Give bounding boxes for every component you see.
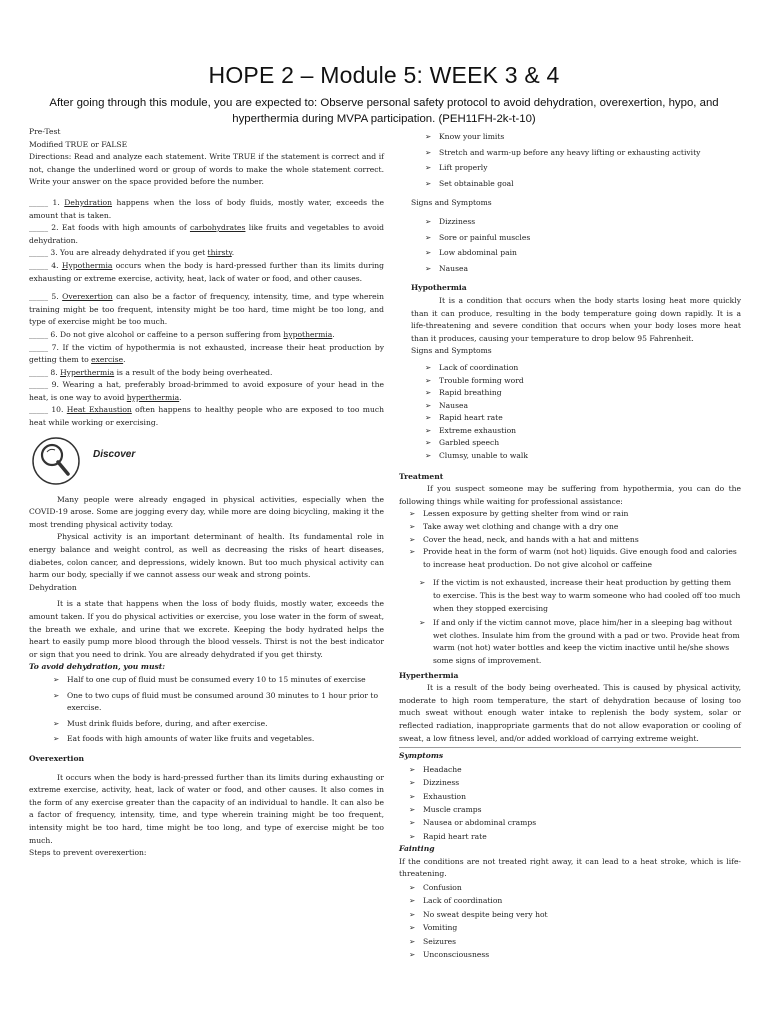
pretest-item xyxy=(29,222,384,247)
pretest-item-rest: happens when the loss of body fluids, mostly water, exceeds the amount that is taken. xyxy=(29,197,385,220)
pretest-item-rest: . xyxy=(123,355,126,365)
avoid-dehydration-item: ➢ One to two cups of fluid must be consumed around 30 minutes to 1 hour prior to exercise. xyxy=(29,690,384,715)
pretest-item-underlined: Hyperthermia xyxy=(60,367,115,377)
pretest-item-underlined: Dehydration xyxy=(64,197,112,207)
avoid-dehydration-heading: To avoid dehydration, you must: xyxy=(29,662,166,672)
pretest-heading: Pre-Test xyxy=(29,127,61,136)
pretest-item xyxy=(29,404,384,429)
hypothermia-body: It is a condition that occurs when the body starts losing heat more quickly than it can produce, resulting in the body temperature going down rapidly. It is a life-threatening and severe condition that occurs when your body loses more heat than it produces, causing your temperature to drop below 95 Fahrenheit. xyxy=(411,295,741,343)
pretest-item-underlined: hyperthermia xyxy=(126,392,180,402)
hyperthermia-symptoms-heading: Symptoms xyxy=(399,751,444,761)
pretest-item-rest: can also be a factor of frequency, intensity, time, and type wherein training might be too frequent, intensity might be too hard, time might be too long, and type of exercise might be too much. xyxy=(29,292,384,327)
treatment-item: ➢ Provide heat in the form of warm (not hot) liquids. Give enough food and calories to increase heat production. Do not give alcohol or caffeine xyxy=(399,546,741,571)
page-title: HOPE 2 – Module 5: WEEK 3 & 4 xyxy=(208,62,560,88)
discover-paragraph-1: Many people were already engaged in physical activities, especially when the COVID-19 arose. Some are jogging every day, while more are doing bicycling, making it the most trending physical activity today. xyxy=(29,494,384,529)
hyperthermia-symptom-item: ➢ Nausea or abdominal cramps xyxy=(399,816,741,829)
dehydration-heading: Dehydration xyxy=(29,582,77,592)
hypothermia-sign-item: ➢ Rapid heart rate xyxy=(399,412,741,425)
learning-objective: After going through this module, you are expected to: Observe personal safety protocol to avoid dehydration, overexertion, hypo, and hyperthermia during MVPA participation. (PEH11FH-2k-t-10) xyxy=(49,97,719,125)
left-column xyxy=(29,126,384,860)
pretest-item-lead: _____ 8. xyxy=(29,367,61,377)
treatment-item: ➢ If the victim is not exhausted, increase their heat production by getting them to exercise. This is the best way to warm someone who had cooled off too much when they stopped exercising xyxy=(409,577,741,615)
fainting-item: ➢ Confusion xyxy=(399,881,741,894)
right-column xyxy=(399,131,741,961)
pretest-item xyxy=(29,379,384,404)
pretest-item-underlined: carbohydrates xyxy=(189,223,246,233)
pretest-item-lead: _____ 5. xyxy=(29,292,63,302)
overexertion-step-item: ➢ Set obtainable goal xyxy=(399,178,741,191)
treatment-item: ➢ Cover the head, neck, and hands with a hat and mittens xyxy=(399,534,741,547)
avoid-dehydration-item: ➢ Eat foods with high amounts of water like fruits and vegetables. xyxy=(29,733,384,746)
pretest-item xyxy=(29,291,384,329)
fainting-item: ➢ Lack of coordination xyxy=(399,894,741,907)
overexertion-heading: Overexertion xyxy=(29,753,85,763)
hypothermia-sign-item: ➢ Clumsy, unable to walk xyxy=(399,450,741,463)
treatment-intro: If you suspect someone may be suffering from hypothermia, you can do the following things while waiting for professional assistance: xyxy=(399,484,741,506)
hypothermia-sign-item: ➢ Trouble forming word xyxy=(399,375,741,388)
treatment-heading: Treatment xyxy=(399,471,444,481)
overexertion-sign-item: ➢ Low abdominal pain xyxy=(399,247,741,260)
discover-banner xyxy=(29,436,384,494)
fainting-heading: Fainting xyxy=(399,844,435,854)
overexertion-step-item: ➢ Stretch and warm-up before any heavy lifting or exhausting activity xyxy=(399,147,741,160)
pretest-item-underlined: Overexertion xyxy=(62,292,113,302)
fainting-item: ➢ Vomiting xyxy=(399,921,741,934)
hyperthermia-symptom-item: ➢ Muscle cramps xyxy=(399,803,741,816)
overexertion-sign-item: ➢ Nausea xyxy=(399,263,741,276)
hyperthermia-symptom-item: ➢ Dizziness xyxy=(399,776,741,789)
pretest-item-lead: _____ 7. If the victim of hypothermia is not exhausted, increase their heat production by getting them to xyxy=(29,342,384,365)
overexertion-signs-list xyxy=(399,216,741,275)
treatment-item: ➢ If and only if the victim cannot move, place him/her in a sleeping bag without wet clothes. Insulate him from the ground with a pad or two. Provide heat from warm (not hot) water bottles and keep the victim inactive until he/she shows some signs of improvement. xyxy=(409,617,741,667)
treatment-list-2 xyxy=(399,577,741,667)
pretest-item-underlined: thirsty xyxy=(207,248,232,258)
pretest-item-rest: is a result of the body being overheated. xyxy=(114,367,273,377)
magnifying-glass-icon xyxy=(31,436,81,486)
hypothermia-sign-item: ➢ Nausea xyxy=(399,400,741,413)
pretest-subheading: Modified TRUE or FALSE xyxy=(29,139,128,149)
fainting-item: ➢ Seizures xyxy=(399,935,741,948)
pretest-items xyxy=(29,197,384,430)
pretest-item-underlined: hypothermia xyxy=(283,329,333,339)
pretest-item-rest: . xyxy=(332,329,335,339)
overexertion-steps-heading: Steps to prevent overexertion: xyxy=(29,848,147,858)
overexertion-step-item: ➢ Lift properly xyxy=(399,162,741,175)
hyperthermia-symptom-item: ➢ Rapid heart rate xyxy=(399,830,741,843)
fainting-item: ➢ Unconsciousness xyxy=(399,948,741,961)
pretest-item-lead: _____ 3. You are already dehydrated if you get xyxy=(29,248,208,258)
pretest-item-rest: often happens to healthy people who are exposed to too much heat while working or exercising. xyxy=(29,405,384,428)
pretest-item-lead: _____ 10. xyxy=(29,405,67,415)
discover-paragraph-2: Physical activity is an important determinant of health. Its fundamental role in energy balance and weight control, as well as decreasing the risks of heart diseases, diabetes, colon cancer, and depressions, widely known. But too much physical activity can harm our body, specially if we cannot assess our weak and strong points. xyxy=(29,532,384,580)
hypothermia-heading: Hypothermia xyxy=(411,283,467,293)
fainting-body: If the conditions are not treated right away, it can lead to a heat stroke, which is life-threatening. xyxy=(399,856,741,879)
pretest-item-lead: _____ 1. xyxy=(29,197,65,207)
pretest-item xyxy=(29,197,384,222)
hypothermia-sign-item: ➢ Rapid breathing xyxy=(399,387,741,400)
pretest-directions: Directions: Read and analyze each statement. Write TRUE if the statement is correct and if not, change the underlined word or group of words to make the whole statement correct. Write your answer on the space provided before the number. xyxy=(29,152,384,187)
hypothermia-signs-list xyxy=(399,362,741,463)
pretest-item-rest: occurs when the body is hard-pressed further than its limits during exhausting or extreme exercise, activity, heat, lack of water or food, and other causes. xyxy=(29,260,384,283)
treatment-list xyxy=(399,508,741,571)
pretest-item-lead: _____ 4. xyxy=(29,260,62,270)
hyperthermia-symptoms-list xyxy=(399,763,741,843)
hyperthermia-heading: Hyperthermia xyxy=(399,670,459,680)
overexertion-steps-list xyxy=(399,131,741,190)
pretest-item-lead: _____ 2. Eat foods with high amounts of xyxy=(29,223,190,233)
pretest-item-rest: . xyxy=(179,392,182,402)
avoid-dehydration-list xyxy=(29,674,384,746)
dehydration-body: It is a state that happens when the loss of body fluids, mostly water, exceeds the amount taken. If you do physical activities or exercise, you lose water in the form of sweat, the breath we exhale, and urine that we excrete. Keeping the body hydrated helps the heart to easily pump more blood through the blood vessels. Thirst is not the best indicator or sign that you need to drink. You are already dehydrated if you get thirsty. xyxy=(29,599,384,659)
pretest-item xyxy=(29,342,384,367)
treatment-item: ➢ Take away wet clothing and change with a dry one xyxy=(399,521,741,534)
avoid-dehydration-item: ➢ Half to one cup of fluid must be consumed every 10 to 15 minutes of exercise xyxy=(29,674,384,687)
pretest-item-underlined: Hypothermia xyxy=(61,260,113,270)
pretest-item-rest: . xyxy=(231,248,235,258)
hypothermia-sign-item: ➢ Garbled speech xyxy=(399,437,741,450)
overexertion-step-item: ➢ Know your limits xyxy=(399,131,741,144)
hyperthermia-body: It is a result of the body being overheated. This is caused by physical activity, moderate to high room temperature, the start of dehydration because of losing too much sweat without enough water intake to replenish the body system, solar or reflected radiation, inappropriate garments that do not allow evaporation or cooling of sweat, a low fitness level, and/or added workload of carrying extreme weight. xyxy=(399,683,741,743)
pretest-item xyxy=(29,367,384,380)
discover-label: Discover xyxy=(93,448,136,460)
pretest-item xyxy=(29,247,384,260)
avoid-dehydration-item: ➢ Must drink fluids before, during, and after exercise. xyxy=(29,718,384,731)
fainting-list xyxy=(399,881,741,961)
pretest-item-lead: _____ 6. Do not give alcohol or caffeine to a person suffering from xyxy=(29,329,284,339)
page-header xyxy=(0,62,768,127)
overexertion-sign-item: ➢ Dizziness xyxy=(399,216,741,229)
hypothermia-sign-item: ➢ Lack of coordination xyxy=(399,362,741,375)
pretest-item xyxy=(29,260,384,285)
fainting-item: ➢ No sweat despite being very hot xyxy=(399,908,741,921)
hyperthermia-symptom-item: ➢ Headache xyxy=(399,763,741,776)
pretest-item xyxy=(29,329,384,342)
pretest-item-lead: _____ 9. Wearing a hat, preferably broad-brimmed to avoid exposure of your head in the heat, is one way to avoid xyxy=(29,380,384,402)
pretest-item-underlined: Heat Exhaustion xyxy=(66,405,132,415)
overexertion-sign-item: ➢ Sore or painful muscles xyxy=(399,232,741,245)
overexertion-body: It occurs when the body is hard-pressed further than its limits during exhausting or extreme exercise, activity, heat, lack of water or food, and other causes. It also comes in the form of any exercise greater than the capacity of an individual to handle. It can also be a factor of frequency, intensity, time, and type wherein training might be too frequent, intensity might be too hard, time might be too long, and type of exercise might be too much. xyxy=(29,772,384,845)
pretest-item-underlined: exercise xyxy=(91,355,124,365)
section-divider xyxy=(399,747,741,748)
overexertion-signs-heading: Signs and Symptoms xyxy=(411,198,492,208)
pretest-item-rest: like fruits and vegetables to avoid dehydration. xyxy=(29,223,384,245)
treatment-item: ➢ Lessen exposure by getting shelter from wind or rain xyxy=(399,508,741,521)
hyperthermia-symptom-item: ➢ Exhaustion xyxy=(399,790,741,803)
hypothermia-sign-item: ➢ Extreme exhaustion xyxy=(399,425,741,438)
hypothermia-signs-heading: Signs and Symptoms xyxy=(411,346,492,356)
